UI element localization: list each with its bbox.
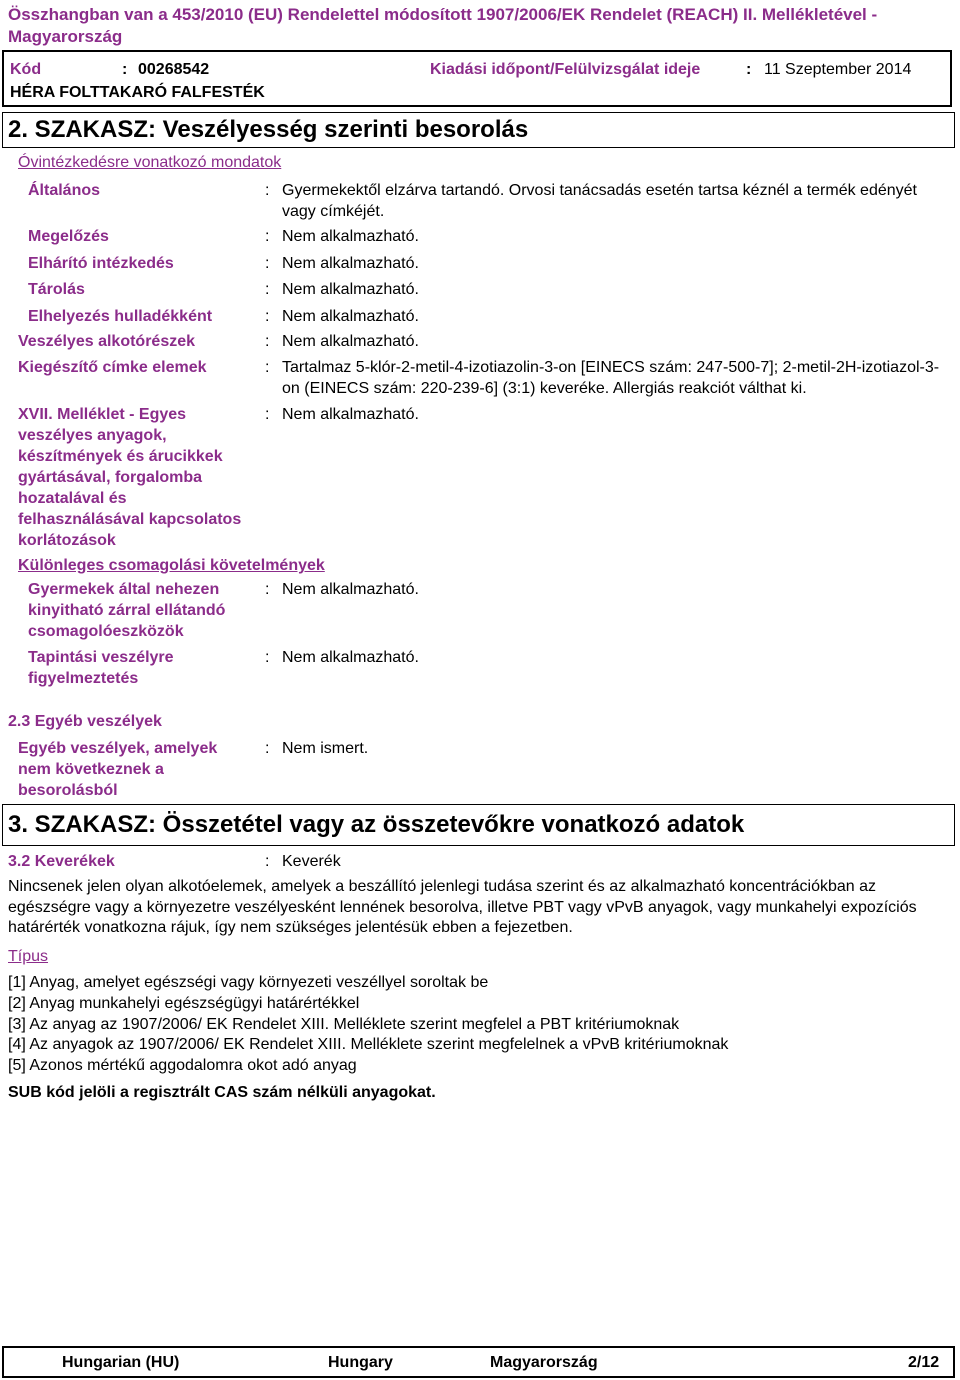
colon: : <box>265 406 270 423</box>
label-response: Elhárító intézkedés <box>28 255 174 272</box>
colon: : <box>265 581 270 598</box>
colon: : <box>265 308 270 325</box>
type-item: [3] Az anyag az 1907/2006/ EK Rendelet XIII. Melléklete szerint megfelel a PBT kritériumoknak <box>8 1016 680 1033</box>
value-other-hazards: Nem ismert. <box>282 740 369 757</box>
value-general: Gyermekektől elzárva tartandó. Orvosi tanácsadás esetén tartsa kéznél a termék edényét vagy címkéjét. <box>282 182 917 220</box>
issue-date-colon: : <box>746 61 752 78</box>
sub-code-note: SUB kód jelöli a regisztrált CAS szám nélküli anyagokat. <box>8 1084 436 1101</box>
footer <box>2 1346 955 1378</box>
type-item: [4] Az anyagok az 1907/2006/ EK Rendelet XIII. Melléklete szerint megfelelnek a vPvB kritériumoknak <box>8 1036 729 1053</box>
colon: : <box>265 255 270 272</box>
value-response: Nem alkalmazható. <box>282 255 419 272</box>
footer-page-number: 2/12 <box>908 1354 940 1371</box>
composition-paragraph: Nincsenek jelen olyan alkotóelemek, amelyek a beszállító jelenlegi tudása szerint és az alkalmazható koncentrációkban az egészségre vagy a környezetre veszélyesként lennének besorolva, illetve PBT vagy vPvB anyagok, vagy munkahelyi expozíciós határérték vonatkozna rájuk, így nem szükséges jelentésük ebben a fejezetben. <box>8 878 917 936</box>
value-child-resistant: Nem alkalmazható. <box>282 581 419 598</box>
type-item: [1] Anyag, amelyet egészségi vagy környezeti veszéllyel soroltak be <box>8 974 489 991</box>
section-3-heading: 3. SZAKASZ: Összetétel vagy az összetevőkre vonatkozó adatok <box>8 811 745 838</box>
value-storage: Nem alkalmazható. <box>282 281 419 298</box>
colon: : <box>265 740 270 757</box>
footer-language: Hungarian (HU) <box>62 1354 180 1371</box>
packaging-heading: Különleges csomagolási követelmények <box>18 557 325 574</box>
label-child-resistant: Gyermekek által nehezen kinyitható zárral ellátandó csomagolóeszközök <box>28 581 226 640</box>
label-prevention: Megelőzés <box>28 228 109 245</box>
value-supplemental-label: Tartalmaz 5-klór-2-metil-4-izotiazolin-3-on [EINECS szám: 247-500-7]; 2-metil-2H-izotiazol-3-on (EINECS szám: 220-239-6] (3:1) keveréke. Allergiás reakciót válthat ki. <box>282 359 940 397</box>
issue-date-label: Kiadási időpont/Felülvizsgálat ideje <box>430 61 701 78</box>
label-annex-xvii: XVII. Melléklet - Egyes veszélyes anyagok, készítmények és árucikkek gyártásával, forgalomba hozatalával és felhasználásával kapcsolatos korlátozások <box>18 406 242 549</box>
label-hazardous-ingredients: Veszélyes alkotórészek <box>18 333 196 350</box>
colon: : <box>265 359 270 376</box>
colon: : <box>265 853 270 870</box>
label-disposal: Elhelyezés hulladékként <box>28 308 213 325</box>
colon: : <box>265 333 270 350</box>
mixtures-label: 3.2 Keverékek <box>8 853 115 870</box>
precaution-heading: Óvintézkedésre vonatkozó mondatok <box>18 154 282 171</box>
type-item: [5] Azonos mértékű aggodalomra okot adó anyag <box>8 1057 357 1074</box>
colon: : <box>265 649 270 666</box>
value-prevention: Nem alkalmazható. <box>282 228 419 245</box>
section-2-heading: 2. SZAKASZ: Veszélyesség szerinti besorolás <box>8 116 529 143</box>
code-colon: : <box>122 61 128 78</box>
code-value: 00268542 <box>138 61 210 78</box>
label-storage: Tárolás <box>28 281 85 298</box>
footer-country: Hungary <box>328 1354 393 1371</box>
mixtures-value: Keverék <box>282 853 341 870</box>
value-hazardous-ingredients: Nem alkalmazható. <box>282 333 419 350</box>
colon: : <box>265 182 270 199</box>
issue-date-value: 11 Szeptember 2014 <box>764 61 912 78</box>
document-title: Összhangban van a 453/2010 (EU) Rendelettel módosított 1907/2006/EK Rendelet (REACH) II. Mellékletével - Magyarország <box>8 5 878 46</box>
value-annex-xvii: Nem alkalmazható. <box>282 406 419 423</box>
label-tactile-warning: Tapintási veszélyre figyelmeztetés <box>28 649 174 687</box>
colon: : <box>265 281 270 298</box>
product-name: HÉRA FOLTTAKARÓ FALFESTÉK <box>10 84 265 101</box>
type-item: [2] Anyag munkahelyi egészségügyi határértékkel <box>8 995 360 1012</box>
label-other-hazards: Egyéb veszélyek, amelyek nem következnek a besorolásból <box>18 740 218 799</box>
colon: : <box>265 228 270 245</box>
value-tactile-warning: Nem alkalmazható. <box>282 649 419 666</box>
header-box <box>2 50 952 107</box>
footer-country-local: Magyarország <box>490 1354 598 1371</box>
value-disposal: Nem alkalmazható. <box>282 308 419 325</box>
other-hazards-heading: 2.3 Egyéb veszélyek <box>8 713 162 730</box>
label-general: Általános <box>28 182 101 199</box>
type-heading: Típus <box>8 948 49 965</box>
code-label: Kód <box>10 61 42 78</box>
label-supplemental-label: Kiegészítő címke elemek <box>18 359 207 376</box>
